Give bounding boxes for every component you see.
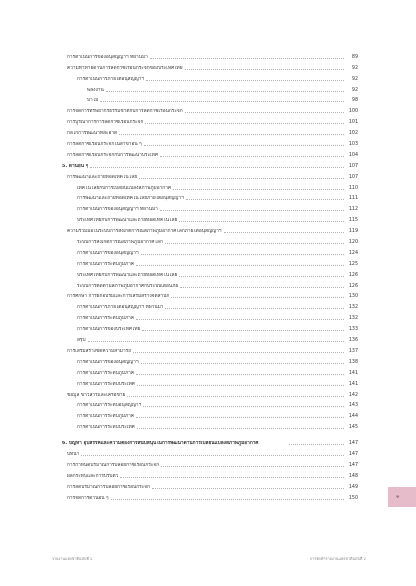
toc-leader-dots xyxy=(90,167,344,168)
toc-entry-title: การบูรณาการการลดก๊าซเรือนกระจก xyxy=(67,120,144,126)
toc-entry xyxy=(62,61,358,72)
side-tab-label: ฑ xyxy=(396,494,400,499)
toc-leader-dots xyxy=(136,265,344,266)
toc-entry xyxy=(62,159,358,170)
toc-entry xyxy=(62,300,358,311)
toc-leader-dots xyxy=(179,276,344,277)
toc-entry xyxy=(62,83,358,94)
toc-leader-dots xyxy=(81,455,344,456)
toc-entry-title: ระบบการติดตามสภาพภูมิอากาศกับระบบเตือนภัย xyxy=(77,283,179,289)
toc-entry xyxy=(62,170,358,181)
toc-entry-page-number: 137 xyxy=(348,348,358,354)
toc-entry xyxy=(62,104,358,115)
toc-leader-dots xyxy=(136,319,344,320)
toc-leader-dots xyxy=(161,466,344,467)
toc-entry xyxy=(62,491,358,502)
toc-entry xyxy=(62,94,358,105)
toc-entry xyxy=(62,431,358,447)
toc-entry-page-number: 125 xyxy=(348,261,358,267)
toc-entry xyxy=(62,447,358,458)
toc-leader-dots xyxy=(173,189,344,190)
toc-entry-title: การดำเนินการระดับภูมิภาค xyxy=(77,316,135,322)
toc-entry-title: สรุป xyxy=(77,338,86,344)
toc-entry-title: การเสริมสร้างขีดความสามารถ xyxy=(67,348,132,354)
toc-leader-dots xyxy=(224,232,344,233)
toc-entry-title: 6. ปัญหา อุปสรรคและความต้องการสนับสนุนในการพัฒนาด้านการเปลี่ยนแปลงสภาพภูมิอากาศ xyxy=(62,441,259,447)
toc-entry xyxy=(62,126,358,137)
toc-entry-page-number: 124 xyxy=(348,250,358,256)
toc-leader-dots xyxy=(165,308,344,309)
toc-entry-title: การพัฒนาและถ่ายทอดเทคโนโลยีภายใต้อนุสัญญาฯ xyxy=(77,196,184,202)
toc-entry-title: การดำเนินการระดับประเทศ xyxy=(77,425,135,431)
toc-entry-page-number: 115 xyxy=(348,218,358,224)
toc-entry-page-number: 141 xyxy=(348,370,358,376)
toc-entry-page-number: 92 xyxy=(351,65,358,71)
toc-entry-page-number: 142 xyxy=(348,392,358,398)
toc-entry-page-number: 103 xyxy=(348,142,358,148)
toc-entry xyxy=(62,115,358,126)
toc-entry xyxy=(62,480,358,491)
toc-entry-page-number: 89 xyxy=(351,54,358,60)
toc-entry xyxy=(62,268,358,279)
toc-entry-title: การลดก๊าซเรือนกระจกในสาขาอื่น ๆ xyxy=(67,142,142,148)
toc-entry xyxy=(62,333,358,344)
toc-entry-title: ประเทศไทยกับการพัฒนาและถ่ายทอดเทคโนโลยี xyxy=(77,272,178,278)
toc-leader-dots xyxy=(141,254,344,255)
toc-entry-page-number: 136 xyxy=(348,338,358,344)
toc-entry-title: บทนำ xyxy=(67,452,80,458)
toc-entry xyxy=(62,246,358,257)
toc-leader-dots xyxy=(120,477,344,478)
toc-entry-title: ความท้าทายด้านการลดก๊าซเรือนกระจกของประเทศไทย xyxy=(67,65,183,71)
toc-entry-title: การจัดการด้านอื่น ๆ xyxy=(67,495,109,501)
toc-entry-page-number: 92 xyxy=(351,76,358,82)
toc-entry-page-number: 101 xyxy=(348,120,358,126)
toc-entry xyxy=(62,420,358,431)
toc-leader-dots xyxy=(179,221,344,222)
toc-leader-dots xyxy=(152,488,344,489)
toc-leader-dots xyxy=(136,417,344,418)
toc-entry-page-number: 100 xyxy=(348,109,358,115)
toc-entry-page-number: 102 xyxy=(348,131,358,137)
toc-entry xyxy=(62,290,358,301)
toc-entry-title: พลังงาน xyxy=(87,87,104,93)
toc-entry-title: การดำเนินการระดับอนุสัญญาฯ xyxy=(77,403,142,409)
page-side-tab xyxy=(388,487,416,507)
toc-entry xyxy=(62,469,358,480)
toc-leader-dots xyxy=(160,156,344,157)
toc-entry-title: การดำเนินการระดับภูมิภาค xyxy=(77,414,135,420)
toc-entry-title: ผลกระทบและการปรับตัว xyxy=(67,473,119,479)
toc-leader-dots xyxy=(127,396,344,397)
toc-entry-title: การลดก๊าซเรือนกระจกกับการพัฒนาประเทศ xyxy=(67,152,158,158)
toc-entry xyxy=(62,235,358,246)
toc-entry-title: ข้อมูล ข่าวสารและเครือข่าย xyxy=(67,392,126,398)
toc-leader-dots xyxy=(171,297,344,298)
toc-entry-page-number: 130 xyxy=(348,294,358,300)
toc-entry-page-number: 148 xyxy=(348,473,358,479)
toc-entry xyxy=(62,322,358,333)
toc-entry-title: การดำเนินการของอนุสัญญาฯ xyxy=(77,359,139,365)
toc-entry-page-number: 111 xyxy=(348,196,358,202)
toc-entry xyxy=(62,388,358,399)
toc-entry xyxy=(62,366,358,377)
toc-entry-page-number: 112 xyxy=(348,207,358,213)
toc-entry xyxy=(62,355,358,366)
toc-entry-title: การพัฒนาและถ่ายทอดเทคโนโลยี xyxy=(67,174,138,180)
toc-entry xyxy=(62,279,358,290)
toc-entry xyxy=(62,344,358,355)
toc-leader-dots xyxy=(136,374,344,375)
toc-entry xyxy=(62,148,358,159)
toc-leader-dots xyxy=(137,428,344,429)
toc-entry-page-number: 126 xyxy=(348,283,358,289)
toc-entry-title: การดำเนินการระดับภูมิภาค xyxy=(77,261,135,267)
toc-leader-dots xyxy=(185,69,344,70)
toc-entry-title: ความร่วมมือในระบบการสังเกตการณ์สภาพภูมิอากาศโลกภายใต้อนุสัญญาฯ xyxy=(67,229,222,235)
toc-entry-title: ป่าไม้ xyxy=(87,98,99,104)
footer-left-text: รายงานแห่งชาติฉบับที่ 2 xyxy=(52,556,93,561)
toc-entry-title: การดำเนินการภายใต้อนุสัญญาฯ xyxy=(77,76,145,82)
toc-entry-page-number: 120 xyxy=(348,240,358,246)
toc-entry xyxy=(62,50,358,61)
table-of-contents xyxy=(62,50,358,502)
toc-leader-dots xyxy=(146,80,344,81)
toc-leader-dots xyxy=(143,406,344,407)
toc-leader-dots xyxy=(142,330,344,331)
toc-entry-title: การดำเนินการภายใต้อนุสัญญาฯ ที่ผ่านมา xyxy=(77,305,164,311)
toc-entry-title: 5. ด้านอื่น ๆ xyxy=(62,163,89,169)
footer-right-text: การจัดทำรายงานแห่งชาติฉบับที่ 2 xyxy=(309,556,366,561)
toc-leader-dots xyxy=(145,123,344,124)
toc-entry-page-number: 107 xyxy=(348,163,358,169)
toc-leader-dots xyxy=(160,210,344,211)
toc-entry-title: การกำหนดปริมาณการปล่อยก๊าซเรือนกระจก xyxy=(67,462,160,468)
toc-entry xyxy=(62,213,358,224)
toc-entry-page-number: 132 xyxy=(348,305,358,311)
toc-leader-dots xyxy=(119,134,344,135)
toc-entry xyxy=(62,458,358,469)
toc-entry xyxy=(62,257,358,268)
toc-entry-title: การดำเนินการของประเทศไทย xyxy=(77,327,141,333)
toc-entry xyxy=(62,181,358,192)
toc-entry-page-number: 147 xyxy=(348,441,358,447)
toc-leader-dots xyxy=(186,199,344,200)
toc-entry-page-number: 104 xyxy=(348,152,358,158)
toc-entry-page-number: 144 xyxy=(348,414,358,420)
toc-entry-page-number: 143 xyxy=(348,403,358,409)
toc-entry-page-number: 145 xyxy=(348,425,358,431)
toc-entry-page-number: 107 xyxy=(348,174,358,180)
toc-entry xyxy=(62,409,358,420)
toc-entry-page-number: 98 xyxy=(351,98,358,104)
toc-entry-page-number: 92 xyxy=(351,87,358,93)
toc-entry-page-number: 147 xyxy=(348,452,358,458)
toc-entry-title: การดำเนินการของอนุสัญญาฯ xyxy=(77,250,139,256)
toc-leader-dots xyxy=(180,287,344,288)
toc-entry-title: กลไกการพัฒนาที่สะอาด xyxy=(67,131,118,137)
toc-leader-dots xyxy=(185,112,344,113)
toc-leader-dots xyxy=(289,444,344,445)
toc-entry xyxy=(62,192,358,203)
toc-entry-page-number: 119 xyxy=(348,229,358,235)
toc-entry-page-number: 132 xyxy=(348,316,358,322)
toc-entry xyxy=(62,72,358,83)
toc-entry xyxy=(62,377,358,388)
toc-entry-title: การลดปริมาณการปล่อยก๊าซเรือนกระจก xyxy=(67,484,151,490)
toc-leader-dots xyxy=(141,363,344,364)
toc-entry-title: การดำเนินการระดับประเทศ xyxy=(77,381,135,387)
toc-leader-dots xyxy=(144,145,344,146)
toc-entry-page-number: 147 xyxy=(348,462,358,468)
toc-entry xyxy=(62,399,358,410)
toc-leader-dots xyxy=(106,91,344,92)
toc-entry-title: การศึกษา การฝึกอบรมและการเสริมสร้างจิตสำนึก xyxy=(67,294,170,300)
toc-entry-title: ระบบการสังเกตการณ์สภาพภูมิอากาศโลก xyxy=(77,240,163,246)
toc-leader-dots xyxy=(133,352,344,353)
toc-entry xyxy=(62,311,358,322)
toc-leader-dots xyxy=(88,341,344,342)
toc-entry-title: ประเทศไทยกับการพัฒนาและถ่ายทอดเทคโนโลยี xyxy=(77,218,178,224)
toc-entry-title: เทคโนโลยีกับการเปลี่ยนแปลงสภาพภูมิอากาศ xyxy=(77,185,171,191)
toc-entry xyxy=(62,137,358,148)
toc-leader-dots xyxy=(111,499,344,500)
toc-entry xyxy=(62,202,358,213)
toc-entry-title: การจัดการทรัพยากรธรรมชาติกับการลดก๊าซเรือนกระจก xyxy=(67,109,183,115)
toc-entry xyxy=(62,224,358,235)
toc-entry-page-number: 126 xyxy=(348,272,358,278)
toc-leader-dots xyxy=(137,385,344,386)
toc-entry-title: การดำเนินการของอนุสัญญาฯ ที่ผ่านมา xyxy=(67,54,148,60)
toc-entry-page-number: 141 xyxy=(348,381,358,387)
toc-entry-page-number: 138 xyxy=(348,359,358,365)
toc-entry-page-number: 110 xyxy=(348,185,358,191)
toc-leader-dots xyxy=(150,58,344,59)
toc-leader-dots xyxy=(139,178,344,179)
toc-entry-title: การดำเนินการของอนุสัญญาฯ ที่ผ่านมา xyxy=(77,207,158,213)
toc-entry-page-number: 150 xyxy=(348,495,358,501)
toc-entry-title: การดำเนินการระดับภูมิภาค xyxy=(77,370,135,376)
toc-entry-page-number: 133 xyxy=(348,327,358,333)
toc-leader-dots xyxy=(165,243,344,244)
toc-leader-dots xyxy=(100,101,344,102)
toc-entry-page-number: 149 xyxy=(348,484,358,490)
